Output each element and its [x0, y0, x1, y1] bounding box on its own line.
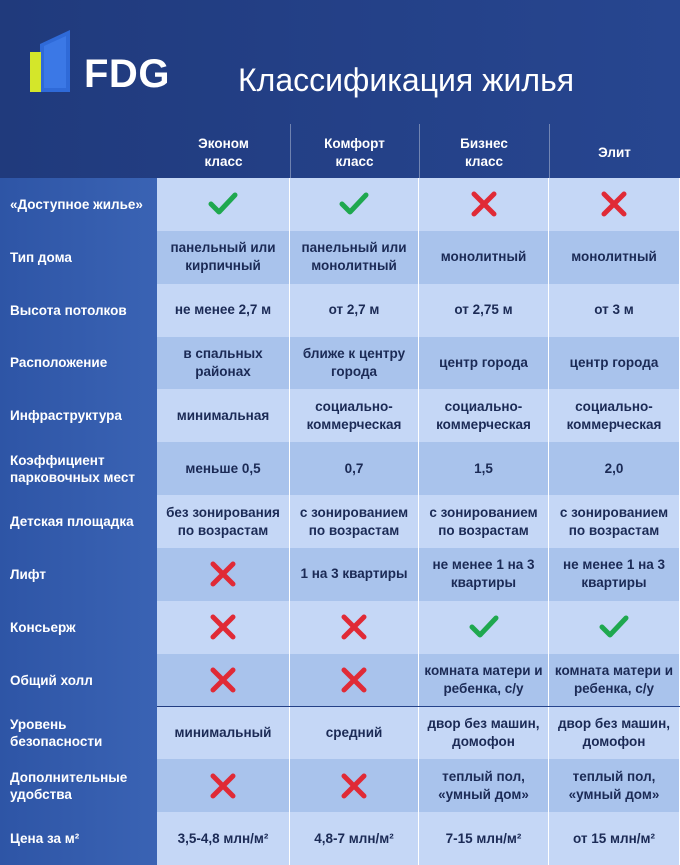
table-row: [157, 284, 680, 337]
table-cell: [419, 654, 549, 707]
table-cell: [549, 812, 680, 865]
column-divider: [290, 124, 291, 178]
cell-text: без зонирования по возрастам: [166, 504, 280, 538]
table-cell: [419, 495, 549, 548]
table-cell: [549, 337, 680, 390]
table-cell: [419, 759, 549, 812]
column-header: Бизнес класс: [460, 136, 508, 169]
table-row: [157, 759, 680, 812]
row-label: Расположение: [10, 355, 108, 371]
cell-text: 4,8-7 млн/м²: [314, 830, 394, 846]
cell-text: средний: [325, 724, 383, 740]
cell-text: с зонированием по возрастам: [299, 504, 409, 538]
cell-text: от 2,7 м: [328, 302, 380, 318]
table-cell: [549, 231, 680, 284]
classification-table: [157, 178, 680, 865]
cross-icon: [339, 771, 369, 801]
table-row: [157, 495, 680, 548]
page-title: Классификация жилья: [238, 62, 575, 98]
row-label: Дополнительные удобства: [10, 769, 128, 802]
check-icon: [339, 189, 369, 219]
cell-text: социально-коммерческая: [436, 398, 531, 432]
cell-text: панельный или кирпичный: [170, 240, 276, 274]
table-cell: [549, 601, 680, 654]
cell-text: центр города: [569, 354, 659, 370]
table-cell: [157, 812, 290, 865]
table-cell: [157, 759, 290, 812]
cell-text: с зонированием по возрастам: [429, 504, 538, 538]
cell-text: панельный или монолитный: [301, 240, 407, 274]
table-cell: [290, 284, 419, 337]
row-label: Высота потолков: [10, 302, 127, 318]
cross-icon: [208, 612, 238, 642]
cell-text: 7-15 млн/м²: [445, 830, 522, 846]
table-row: [157, 601, 680, 654]
table-cell: [157, 548, 290, 601]
cell-text: двор без машин, домофон: [427, 715, 540, 749]
check-icon: [599, 612, 629, 642]
table-cell: [290, 654, 419, 707]
table-cell: [549, 389, 680, 442]
table-row: [157, 654, 680, 707]
table-cell: [549, 178, 680, 231]
cell-text: монолитный: [440, 249, 527, 265]
table-cell: [290, 495, 419, 548]
table-cell: [157, 337, 290, 390]
table-cell: [549, 759, 680, 812]
brand-name: FDG: [84, 52, 170, 96]
table-cell: [290, 178, 419, 231]
fdg-logo-icon: [30, 30, 70, 92]
cell-text: минимальный: [174, 724, 272, 740]
table-cell: [290, 548, 419, 601]
check-icon: [469, 612, 499, 642]
table-row: [157, 337, 680, 390]
cell-text: с зонированием по возрастам: [559, 504, 669, 538]
table-cell: [549, 707, 680, 760]
cell-text: 0,7: [344, 460, 364, 476]
cell-text: комната матери и ребенка, с/у: [554, 663, 674, 697]
table-cell: [419, 442, 549, 495]
table-row: [157, 812, 680, 865]
table-cell: [290, 231, 419, 284]
table-cell: [157, 442, 290, 495]
row-label: Инфраструктура: [10, 408, 122, 424]
table-row: [157, 178, 680, 231]
row-label: Консьерж: [10, 619, 76, 635]
cell-text: минимальная: [176, 407, 270, 423]
table-cell: [419, 337, 549, 390]
cell-text: ближе к центру города: [302, 345, 406, 379]
table-cell: [157, 495, 290, 548]
table-cell: [290, 389, 419, 442]
cell-text: двор без машин, домофон: [557, 715, 670, 749]
cell-text: от 3 м: [594, 302, 634, 318]
cross-icon: [208, 771, 238, 801]
row-label: Цена за м²: [10, 831, 80, 847]
row-label: Уровень безопасности: [10, 716, 103, 749]
table-cell: [157, 601, 290, 654]
row-label: «Доступное жилье»: [10, 196, 143, 212]
table-cell: [419, 707, 549, 760]
table-cell: [419, 548, 549, 601]
table-cell: [157, 389, 290, 442]
cross-icon: [208, 665, 238, 695]
table-cell: [157, 178, 290, 231]
table-cell: [549, 548, 680, 601]
table-cell: [290, 759, 419, 812]
table-cell: [290, 707, 419, 760]
cell-text: не менее 1 на 3 квартиры: [562, 557, 665, 591]
cell-text: не менее 1 на 3 квартиры: [432, 557, 535, 591]
table-cell: [419, 601, 549, 654]
column-header: Элит: [598, 145, 631, 160]
table-row: [157, 389, 680, 442]
column-divider: [419, 124, 420, 178]
cross-icon: [469, 189, 499, 219]
column-divider: [549, 124, 550, 178]
table-row: [157, 548, 680, 601]
table-row: [157, 231, 680, 284]
cell-text: 1,5: [474, 460, 493, 476]
table-cell: [290, 812, 419, 865]
cell-text: от 2,75 м: [454, 302, 513, 318]
cell-text: 2,0: [604, 460, 624, 476]
row-label: Лифт: [10, 566, 47, 582]
row-labels-column: [0, 178, 157, 865]
table-row: [157, 707, 680, 760]
check-icon: [208, 189, 238, 219]
column-header: Эконом класс: [198, 136, 249, 169]
table-cell: [157, 654, 290, 707]
column-header: Комфорт класс: [324, 136, 385, 169]
cell-text: комната матери и ребенка, с/у: [424, 663, 543, 697]
cell-text: теплый пол, «умный дом»: [438, 768, 529, 802]
cross-icon: [339, 612, 369, 642]
table-cell: [549, 284, 680, 337]
cell-text: теплый пол, «умный дом»: [568, 768, 660, 802]
table-cell: [419, 231, 549, 284]
table-cell: [549, 442, 680, 495]
cell-text: социально-коммерческая: [306, 398, 402, 432]
cell-text: 1 на 3 квартиры: [300, 566, 408, 582]
row-label: Детская площадка: [10, 514, 134, 530]
table-cell: [419, 284, 549, 337]
cell-text: не менее 2,7 м: [174, 302, 272, 318]
table-cell: [549, 495, 680, 548]
row-label: Тип дома: [10, 249, 72, 265]
table-cell: [157, 231, 290, 284]
table-cell: [157, 707, 290, 760]
cell-text: в спальных районах: [183, 345, 263, 379]
table-cell: [290, 442, 419, 495]
cell-text: центр города: [439, 354, 528, 370]
table-cell: [290, 337, 419, 390]
cross-icon: [339, 665, 369, 695]
cell-text: 3,5-4,8 млн/м²: [177, 830, 269, 846]
cell-text: меньше 0,5: [185, 460, 261, 476]
table-cell: [419, 178, 549, 231]
cross-icon: [599, 189, 629, 219]
table-cell: [419, 812, 549, 865]
row-label: Общий холл: [10, 672, 93, 688]
table-cell: [290, 601, 419, 654]
table-cell: [419, 389, 549, 442]
table-cell: [549, 654, 680, 707]
cell-text: от 15 млн/м²: [573, 830, 655, 846]
table-row: [157, 442, 680, 495]
cell-text: монолитный: [571, 249, 657, 265]
row-label: Коэффициент парковочных мест: [10, 452, 135, 485]
cell-text: социально-коммерческая: [566, 398, 662, 432]
cross-icon: [208, 559, 238, 589]
table-cell: [157, 284, 290, 337]
